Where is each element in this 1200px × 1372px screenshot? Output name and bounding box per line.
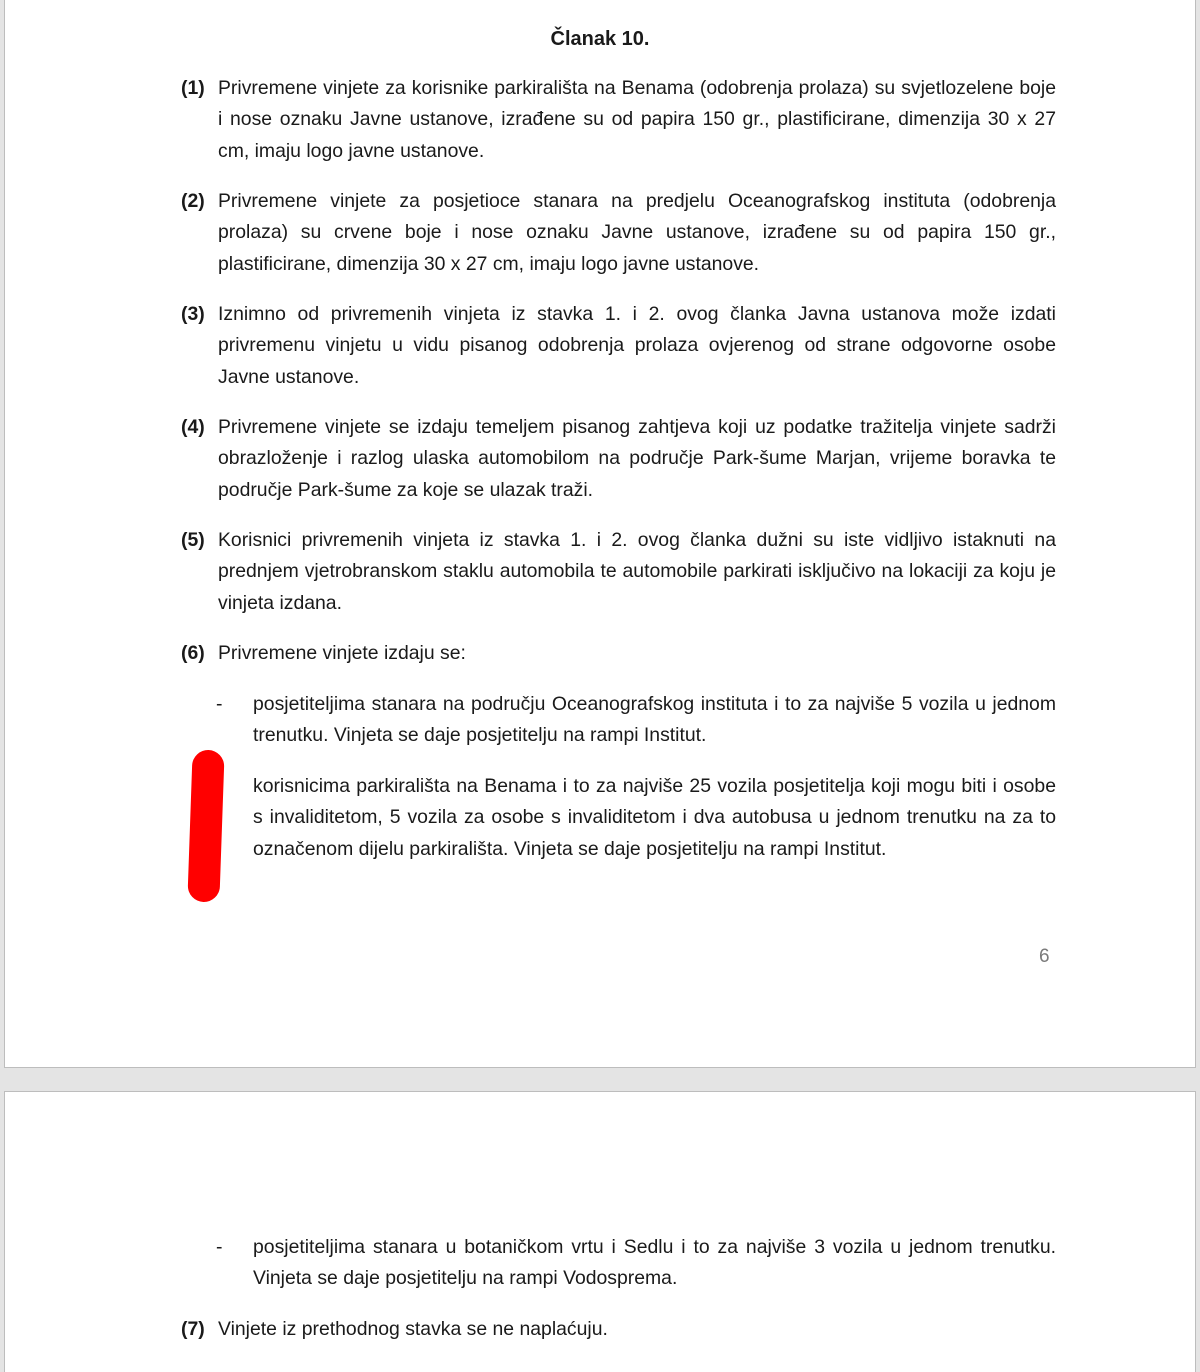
paragraph-text: Vinjete iz prethodnog stavka se ne naplaćuju.	[218, 1318, 608, 1340]
paragraph-text: Korisnici privremenih vinjeta iz stavka 1. i 2. ovog članka dužni su iste vidljivo istaknuti na prednjem vjetrobranskom staklu automobila te automobile parkirati isključivo na lokaciji za koju je vinjeta izdana.	[218, 529, 1056, 614]
bullet-text: korisnicima parkirališta na Benama i to za najviše 25 vozila posjetitelja koji mogu biti i osobe s invaliditetom, 5 vozila za osobe s invaliditetom i dva autobusa u jednom trenutku na za to označenom dijelu parkirališta. Vinjeta se daje posjetitelju na rampi Institut.	[253, 775, 1056, 860]
paragraph-text: Privremene vinjete izdaju se:	[218, 642, 466, 664]
bullet-item-2	[216, 771, 1056, 865]
document-page-1	[4, 0, 1196, 1068]
paragraph-number: (3)	[181, 303, 205, 325]
page-number: 6	[1039, 946, 1050, 967]
article-heading: Članak 10.	[550, 28, 650, 50]
bullet-text: posjetiteljima stanara u botaničkom vrtu i Sedlu i to za najviše 3 vozila u jednom trenutku. Vinjeta se daje posjetitelju na rampi Vodosprema.	[253, 1236, 1056, 1290]
paragraph-3	[181, 299, 1056, 393]
paragraph-text: Privremene vinjete za posjetioce stanara na predjelu Oceanografskog instituta (odobrenja prolaza) su crvene boje i nose oznaku Javne ustanove, izrađene su od papira 150 gr., plastificirane, dimenzija 30 x 27 cm, imaju logo javne ustanove.	[218, 190, 1056, 275]
bullet-text: posjetiteljima stanara na području Oceanografskog instituta i to za najviše 5 vozila u jednom trenutku. Vinjeta se daje posjetitelju na rampi Institut.	[253, 693, 1056, 747]
paragraph-number: (5)	[181, 529, 205, 551]
bullet-dash: -	[216, 693, 223, 715]
paragraph-6	[181, 638, 1056, 669]
bullet-dash: -	[216, 1236, 223, 1258]
paragraph-text: Privremene vinjete se izdaju temeljem pisanog zahtjeva koji uz podatke tražitelja vinjete sadrži obrazloženje i razlog ulaska automobilom na područje Park-šume Marjan, vrijeme boravka te područje Park-šume za koje se ulazak traži.	[218, 416, 1056, 501]
paragraph-4	[181, 412, 1056, 506]
paragraph-7	[181, 1314, 1056, 1345]
paragraph-number: (4)	[181, 416, 205, 438]
paragraph-number: (6)	[181, 642, 205, 664]
paragraph-text: Privremene vinjete za korisnike parkirališta na Benama (odobrenja prolaza) su svjetlozelene boje i nose oznaku Javne ustanove, izrađene su od papira 150 gr., plastificirane, dimenzija 30 x 27 cm, imaju logo javne ustanove.	[218, 77, 1056, 162]
paragraph-5	[181, 525, 1056, 619]
bullet-item-3	[216, 1232, 1056, 1295]
paragraph-number: (2)	[181, 190, 205, 212]
paragraph-text: Iznimno od privremenih vinjeta iz stavka 1. i 2. ovog članka Javna ustanova može izdati privremenu vinjetu u vidu pisanog odobrenja prolaza ovjerenog od strane odgovorne osobe Javne ustanove.	[218, 303, 1056, 388]
red-highlight-mark	[187, 749, 224, 902]
paragraph-2	[181, 186, 1056, 280]
bullet-item-1	[216, 689, 1056, 752]
paragraph-number: (1)	[181, 77, 205, 99]
paragraph-1	[181, 73, 1056, 167]
document-page-2	[4, 1091, 1196, 1372]
paragraph-number: (7)	[181, 1318, 205, 1340]
